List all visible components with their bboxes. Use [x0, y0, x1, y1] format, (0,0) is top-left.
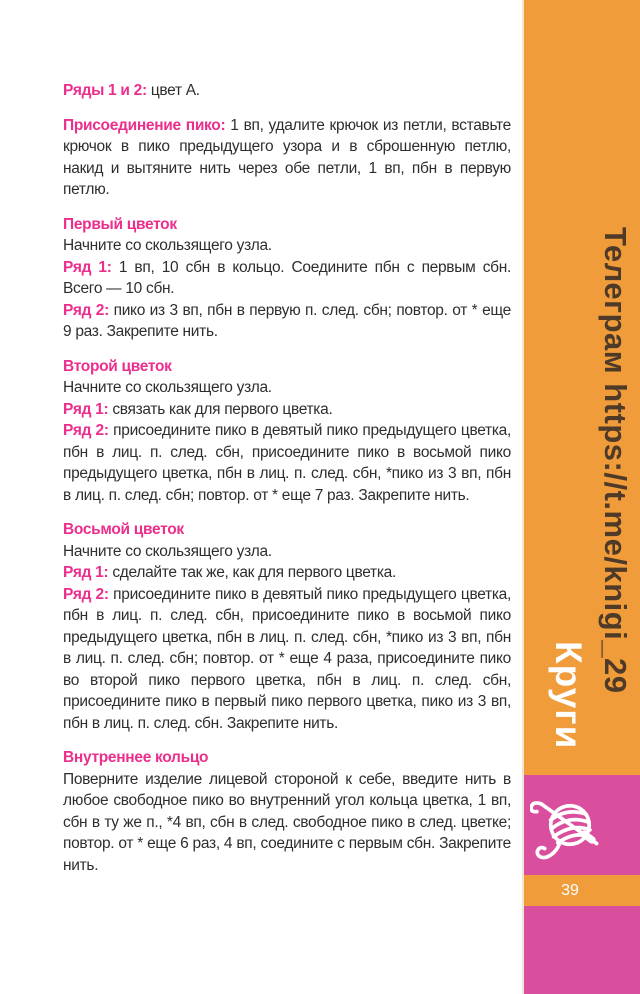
intro-paragraph — [63, 115, 511, 201]
section-eighth-flower — [63, 519, 511, 734]
paragraph-text: Начните со скользящего узла. — [63, 379, 272, 396]
section-title: Восьмой цветок — [63, 521, 184, 538]
page-number-band — [524, 875, 640, 906]
paragraph — [63, 300, 511, 343]
pattern-content — [63, 80, 511, 889]
section-second-flower — [63, 356, 511, 507]
paragraph-text: 1 вп, 10 сбн в кольцо. Соедините пбн с первым сбн. Всего — 10 сбн. — [63, 258, 512, 297]
row-label: Ряд 1: — [63, 564, 109, 581]
section-title: Внутреннее кольцо — [63, 749, 209, 766]
section-inner-ring — [63, 747, 511, 876]
intro-paragraph — [63, 80, 511, 102]
paragraph — [63, 399, 511, 421]
paragraph-text: цвет А. — [146, 82, 200, 99]
telegram-link[interactable]: Телеграм https://t.me/knigi_29 — [598, 227, 633, 694]
paragraph — [63, 377, 511, 399]
section-first-flower — [63, 214, 511, 343]
row-label: Ряд 1: — [63, 400, 109, 418]
paragraph — [63, 420, 511, 506]
paragraph-text: присоедините пико в девятый пико предыдущего цветка, пбн в лиц. п. след. сбн, присоедините пико в восьмой пико предыдущего цветка, пбн в лиц. п. след. сбн, *пико из 3 вп, пбн в лиц. п. след. сбн; повтор. от * еще 4 раза, присоедините пико во второй пико первого цветка, пбн в лиц. п. след. сбн, присоедините пико в первый пико первого цветка, пико из 3 вп, пбн в лиц. п. след. сбн. Закрепите нить. — [63, 585, 511, 732]
section-title: Второй цветок — [63, 357, 172, 375]
paragraph — [63, 235, 511, 257]
paragraph — [63, 562, 511, 584]
paragraph-text: Начните со скользящего узла. — [63, 237, 272, 254]
term-label: Присоединение пико: — [63, 116, 226, 134]
row-label: Ряд 2: — [63, 585, 109, 603]
paragraph-text: присоедините пико в девятый пико предыдущего цветка, пбн в лиц. п. след. сбн, присоедините пико в восьмой пико предыдущего цветка, пбн в лиц. п. след. сбн, *пико из 3 вп, пбн в лиц. п. след. сбн; повтор. от * еще 7 раз. Закрепите нить. — [63, 422, 511, 504]
yarn-ball-icon — [530, 788, 604, 862]
row-label: Ряды 1 и 2: — [63, 82, 147, 99]
category-label: Круги — [548, 641, 589, 750]
paragraph — [63, 257, 511, 300]
row-label: Ряд 2: — [63, 422, 109, 439]
paragraph-text: 1 вп, удалите крючок из петли, вставьте крючок в пико предыдущего узора и в сброшенную петлю, накид и вытяните нить через обе петли, 1 вп, пбн в первую петлю. — [63, 116, 512, 198]
paragraph — [63, 584, 511, 735]
paragraph-text: Начните со скользящего узла. — [63, 542, 272, 560]
paragraph-text: Поверните изделие лицевой стороной к себе, введите нить в любое свободное пико во внутренний угол кольца цветка, 1 вп, сбн в ту же п., *4 вп, сбн в след. свободное пико в след. цветке; повтор. от * еще 6 раз, 4 вп, соедините с первым сбн. Закрепите нить. — [63, 770, 511, 874]
page-number: 39 — [561, 882, 579, 899]
paragraph-text: сделайте так же, как для первого цветка. — [108, 564, 396, 581]
paragraph-text: пико из 3 вп, пбн в первую п. след. сбн; повтор. от * еще 9 раз. Закрепите нить. — [63, 301, 511, 340]
row-label: Ряд 1: — [63, 258, 112, 276]
paragraph-text: связать как для первого цветка. — [108, 400, 333, 418]
paragraph — [63, 541, 511, 563]
section-title: Первый цветок — [63, 215, 177, 233]
paragraph — [63, 769, 511, 877]
row-label: Ряд 2: — [63, 301, 109, 319]
